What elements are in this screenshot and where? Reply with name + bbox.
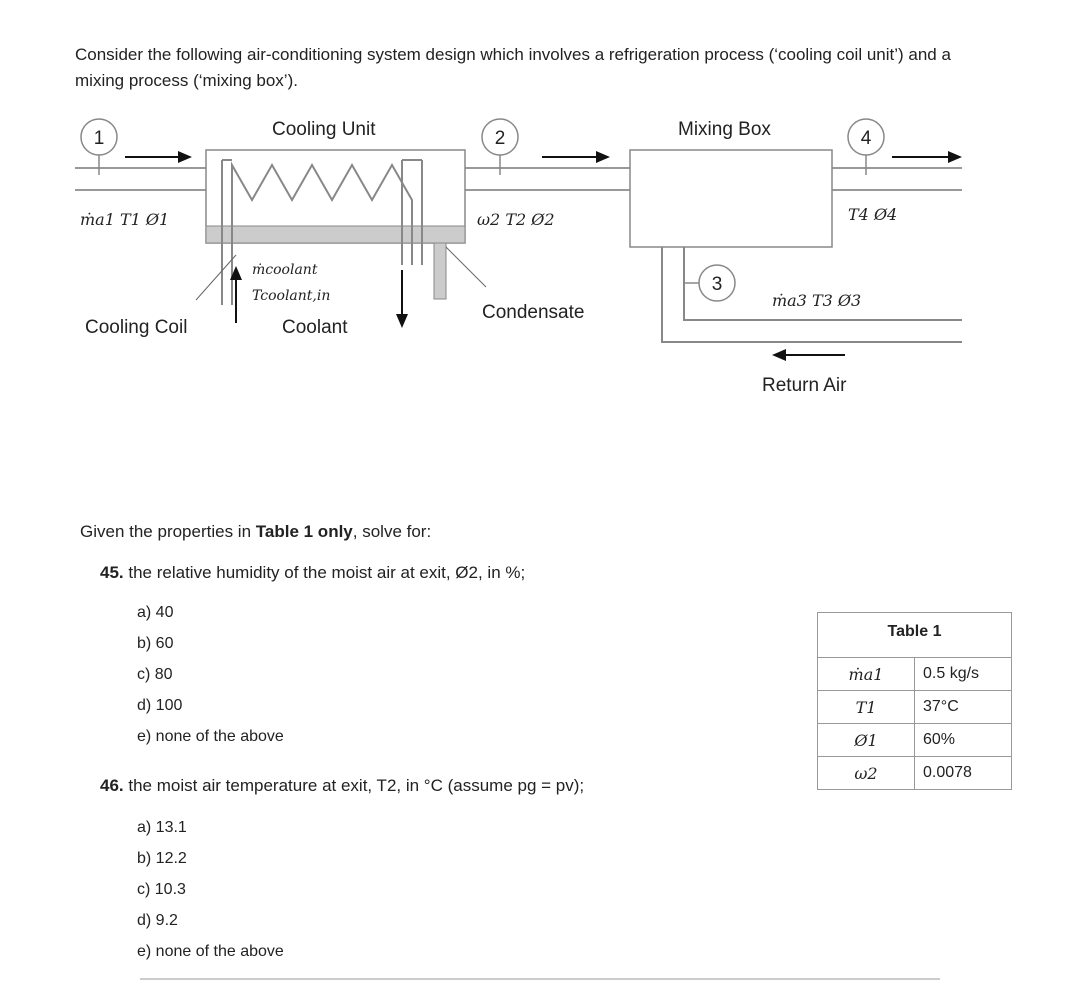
state1-props: ṁa1 T1 Ø1 <box>80 210 170 229</box>
table-row <box>818 724 1012 757</box>
state1-number: 1 <box>93 128 105 149</box>
q46-number: 46. <box>100 776 124 795</box>
condensate-tray <box>206 226 465 243</box>
table-value: 60% <box>915 724 1012 757</box>
q46-option-e[interactable]: e) none of the above <box>137 943 284 960</box>
coolant-temp: Tcoolant,in <box>252 288 331 304</box>
intro-paragraph: Consider the following air-conditioning system design which involves a refrigeration process (‘cooling coil unit’) and a mixing process (‘mixing box’). <box>75 45 951 90</box>
q45-option-d[interactable]: d) 100 <box>137 697 183 714</box>
page-divider <box>140 978 940 980</box>
properties-table <box>817 612 1012 790</box>
table-symbol: Ø1 <box>818 724 915 757</box>
table-row <box>818 691 1012 724</box>
question-46 <box>100 776 584 796</box>
table-value: 37°C <box>915 691 1012 724</box>
state3-props: ṁa3 T3 Ø3 <box>772 291 862 310</box>
q46-option-d[interactable]: d) 9.2 <box>137 912 178 929</box>
q45-option-e[interactable]: e) none of the above <box>137 728 284 745</box>
state2-number: 2 <box>494 128 506 149</box>
table-symbol: T1 <box>818 691 915 724</box>
condensate-label: Condensate <box>482 302 585 323</box>
state3-number: 3 <box>711 274 723 295</box>
q45-option-c[interactable]: c) 80 <box>137 666 173 683</box>
state2-props: ω2 T2 Ø2 <box>477 210 555 229</box>
q46-text: the moist air temperature at exit, T2, in °C (assume pg = pv); <box>128 776 585 795</box>
table-row <box>818 757 1012 790</box>
q45-option-b[interactable]: b) 60 <box>137 635 174 652</box>
condensate-drain <box>434 243 446 299</box>
q45-option-a[interactable]: a) 40 <box>137 604 174 621</box>
table-symbol: ṁa1 <box>818 658 915 691</box>
q45-number: 45. <box>100 563 124 582</box>
q46-option-a[interactable]: a) 13.1 <box>137 819 187 836</box>
question-45 <box>100 563 525 583</box>
coolant-flow: ṁcoolant <box>252 262 318 278</box>
cooling-coil-label: Cooling Coil <box>85 317 188 338</box>
table-symbol: ω2 <box>818 757 915 790</box>
table-value: 0.5 kg/s <box>915 658 1012 691</box>
cooling-unit-label: Cooling Unit <box>272 119 376 140</box>
return-air-label: Return Air <box>762 375 847 396</box>
given-instructions <box>80 522 431 542</box>
table-title: Table 1 <box>818 613 1012 652</box>
system-diagram <box>0 0 1080 420</box>
q46-option-c[interactable]: c) 10.3 <box>137 881 186 898</box>
state4-props: T4 Ø4 <box>848 205 898 224</box>
q46-option-b[interactable]: b) 12.2 <box>137 850 187 867</box>
given-text-bold: Table 1 only <box>255 522 353 541</box>
state4-number: 4 <box>860 128 872 149</box>
q45-options <box>137 597 284 752</box>
mixing-box <box>630 150 832 247</box>
q45-text: the relative humidity of the moist air at exit, Ø2, in %; <box>128 563 526 582</box>
mixing-box-label: Mixing Box <box>678 119 771 140</box>
given-text-pre: Given the properties in <box>80 522 256 541</box>
q46-options <box>137 812 284 967</box>
table-row <box>818 658 1012 691</box>
given-text-post: , solve for: <box>352 522 432 541</box>
table-value: 0.0078 <box>915 757 1012 790</box>
coolant-label: Coolant <box>282 317 348 338</box>
